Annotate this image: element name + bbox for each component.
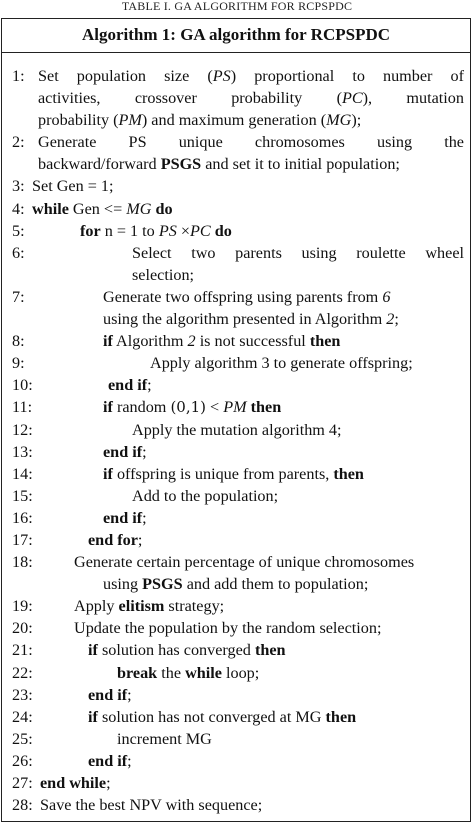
algorithm-line-18-cont xyxy=(2,573,470,595)
line-text: Set Gen = 1; xyxy=(32,177,114,196)
line-number: 14: xyxy=(12,464,33,483)
line-number: 15: xyxy=(12,486,33,505)
line-number: 7: xyxy=(12,287,25,306)
algorithm-line-22 xyxy=(2,662,470,684)
table-caption: TABLE I. GA ALGORITHM FOR RCPSPDC xyxy=(121,0,353,13)
algorithm-line-13 xyxy=(2,441,470,463)
line-number: 5: xyxy=(12,221,25,240)
algorithm-line-7-cont xyxy=(2,308,470,330)
line-number: 9: xyxy=(12,354,25,373)
line-number: 2: xyxy=(12,133,25,152)
line-text: Generate certain percentage of unique chromosomes xyxy=(74,553,415,572)
line-text: probability (PM) and maximum generation (MG); xyxy=(38,111,362,130)
line-number: 18: xyxy=(12,553,33,572)
line-text: if solution has converged then xyxy=(88,641,286,660)
line-number: 21: xyxy=(12,641,33,660)
line-text: Apply elitism strategy; xyxy=(74,597,225,616)
algorithm-line-6-cont xyxy=(2,264,470,286)
line-text: Save the best NPV with sequence; xyxy=(40,796,263,815)
line-text: using PSGS and add them to population; xyxy=(103,575,369,594)
algorithm-line-6 xyxy=(2,242,470,264)
line-text: Add to the population; xyxy=(132,486,279,505)
line-text: end if; xyxy=(88,685,132,704)
algorithm-line-8 xyxy=(2,330,470,352)
line-text: using the algorithm presented in Algorithm 2; xyxy=(103,310,399,329)
algorithm-line-20 xyxy=(2,617,470,639)
line-text: Generate two offspring using parents from 6 xyxy=(103,287,391,306)
line-text: backward/forward PSGS and set it to initial population; xyxy=(38,155,400,174)
line-text: end if; xyxy=(103,508,147,527)
algorithm-line-1-cont xyxy=(2,87,470,109)
line-number: 1: xyxy=(12,67,25,85)
line-number: 28: xyxy=(12,796,33,815)
line-text: Apply the mutation algorithm 4; xyxy=(132,420,342,439)
algorithm-line-14 xyxy=(2,463,470,485)
algorithm-line-21 xyxy=(2,639,470,661)
algorithm-line-19 xyxy=(2,595,470,617)
line-number: 23: xyxy=(12,685,33,704)
line-text: break the while loop; xyxy=(117,663,260,682)
algorithm-line-3 xyxy=(2,175,470,197)
line-text: increment MG xyxy=(117,729,212,748)
algorithm-line-17 xyxy=(2,529,470,551)
algorithm-line-10 xyxy=(2,374,470,396)
line-number: 20: xyxy=(12,619,33,638)
line-text: activities, crossover probability (PC), mutation xyxy=(38,89,464,108)
algorithm-line-18 xyxy=(2,551,470,573)
algorithm-line-2 xyxy=(2,131,470,153)
line-text: Apply algorithm 3 to generate offspring; xyxy=(150,354,413,373)
line-text: while Gen <= MG do xyxy=(32,199,173,218)
line-number: 26: xyxy=(12,751,33,770)
line-number: 11: xyxy=(12,398,33,417)
algorithm-line-25 xyxy=(2,728,470,750)
line-number: 10: xyxy=(12,376,33,395)
line-number: 17: xyxy=(12,530,33,549)
algorithm-line-15 xyxy=(2,485,470,507)
algorithm-line-24 xyxy=(2,706,470,728)
algorithm-box xyxy=(1,18,471,822)
algorithm-line-1-cont xyxy=(2,109,470,131)
line-text: end for; xyxy=(88,530,143,549)
line-number: 3: xyxy=(12,177,25,196)
line-number: 19: xyxy=(12,597,33,616)
algorithm-line-4 xyxy=(2,198,470,220)
line-text: selection; xyxy=(132,265,195,284)
line-number: 25: xyxy=(12,729,33,748)
algorithm-title: Algorithm 1: GA algorithm for RCPSPDC xyxy=(2,19,470,53)
algorithm-line-26 xyxy=(2,750,470,772)
line-number: 12: xyxy=(12,420,33,439)
line-text: Set population size (PS) proportional to number of xyxy=(38,67,465,85)
algorithm-line-16 xyxy=(2,507,470,529)
line-text: end while; xyxy=(40,774,111,792)
algorithm-line-28 xyxy=(2,794,470,816)
line-number: 8: xyxy=(12,332,25,351)
line-number: 6: xyxy=(12,243,25,262)
algorithm-line-7 xyxy=(2,286,470,308)
line-text: Generate PS unique chromosomes using the xyxy=(38,133,464,152)
algorithm-line-23 xyxy=(2,684,470,706)
line-text: end if; xyxy=(103,442,147,461)
algorithm-line-1 xyxy=(2,65,470,87)
line-number: 4: xyxy=(12,199,25,218)
algorithm-line-9 xyxy=(2,352,470,374)
algorithm-line-11 xyxy=(2,396,470,418)
line-text: if solution has not converged at MG then xyxy=(88,707,357,726)
line-text: Select two parents using roulette wheel xyxy=(132,243,464,262)
algorithm-line-5 xyxy=(2,220,470,242)
line-number: 27: xyxy=(12,774,33,792)
line-text: if Algorithm 2 is not successful then xyxy=(103,332,341,351)
line-number: 16: xyxy=(12,508,33,527)
line-number: 22: xyxy=(12,663,33,682)
line-text: if random (0,1) < PM then xyxy=(103,398,282,417)
algorithm-line-27 xyxy=(2,772,470,794)
line-text: end if; xyxy=(88,751,132,770)
algorithm-line-2-cont xyxy=(2,153,470,175)
algorithm-line-12 xyxy=(2,419,470,441)
line-text: for n = 1 to PS ×PC do xyxy=(80,221,232,240)
line-text: Update the population by the random selection; xyxy=(74,619,382,638)
line-number: 24: xyxy=(12,707,33,726)
algorithm-lines xyxy=(2,65,470,816)
line-text: if offspring is unique from parents, then xyxy=(103,464,364,483)
line-text: end if; xyxy=(108,376,152,395)
line-number: 13: xyxy=(12,442,33,461)
